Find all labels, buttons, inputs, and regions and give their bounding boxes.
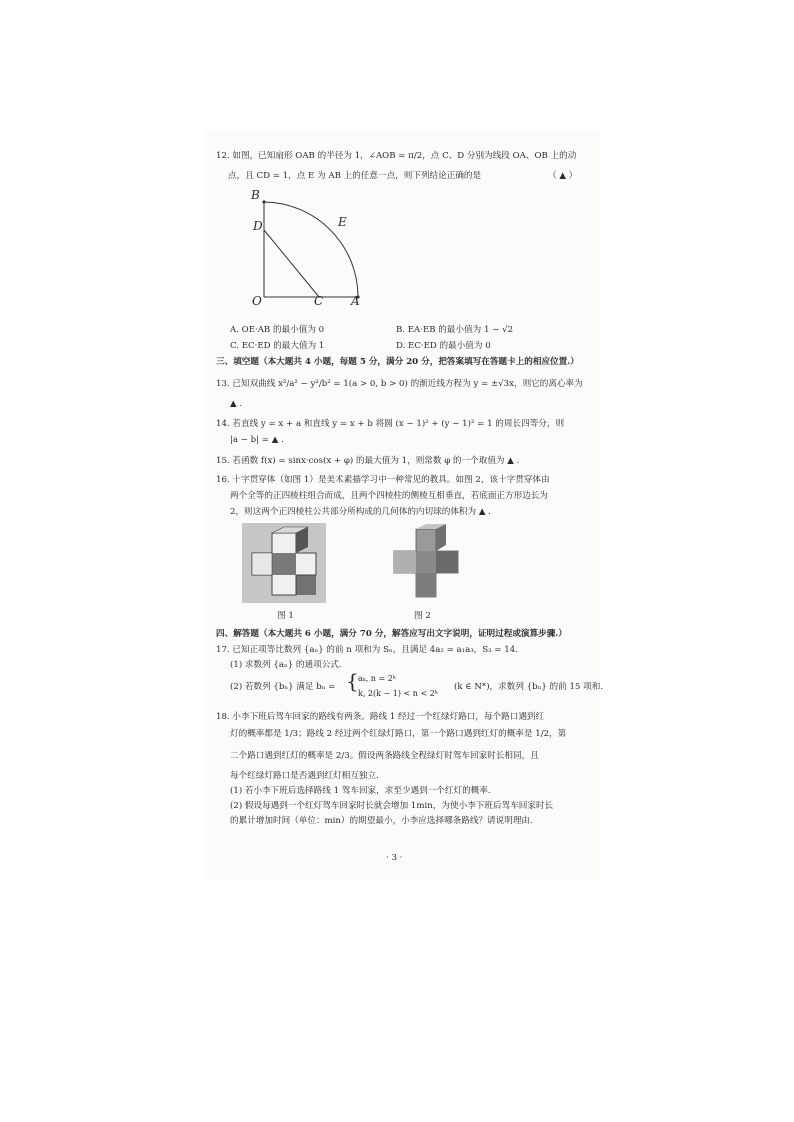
- q13-line-2: ▲ .: [230, 399, 243, 409]
- q16-line-3: 2，则这两个正四棱柱公共部分所构成的几何体的内切球的体积为 ▲ .: [230, 507, 491, 517]
- q17-case-2: k, 2(k − 1) < n < 2ᵏ: [358, 689, 438, 698]
- q12-answer-mark: （ ▲ ）: [548, 171, 578, 181]
- q15-line-1: 15. 若函数 f(x) = sinx·cos(x + φ) 的最大值为 1，则常数 φ 的一个取值为 ▲ .: [216, 456, 520, 466]
- section-4-header: 四、解答题（本大题共 6 小题，满分 70 分，解答应写出文字说明，证明过程或演算步骤.）: [216, 629, 567, 639]
- q12-option-a: A. OE·AB 的最小值为 0: [230, 325, 325, 335]
- q18-line-2: 灯的概率都是 1/3；路线 2 经过两个红绿灯路口，第一个路口遇到红灯的概率是 1/2，第: [230, 729, 567, 739]
- q12-line-2: 点，且 CD = 1，点 E 为 AB 上的任意一点，则下列结论正确的是: [228, 171, 482, 181]
- q14-line-1: 14. 若直线 y = x + a 和直线 y = x + b 将圆 (x − 1)² + (y − 1)² = 1 的周长四等分，则: [216, 419, 565, 429]
- q18-part-2b: 的累计增加时间（单位：min）的期望最小，小李应选择哪条路线？请说明理由.: [230, 816, 533, 826]
- figure-1-caption: 图 1: [277, 611, 294, 621]
- q17-part-1: (1) 求数列 {aₙ} 的通项公式.: [230, 660, 342, 670]
- q18-line-3: 二个路口遇到红灯的概率是 2/3。假设两条路线全程绿灯时驾车回家时长相同，且: [230, 751, 539, 761]
- q12-option-b: B. EA·EB 的最小值为 1 − √2: [396, 325, 514, 335]
- q17-part-2-post: (k ∈ N*)，求数列 {bₙ} 的前 15 项和.: [454, 682, 604, 692]
- q16-line-1: 16. 十字贯穿体（如图 1）是美术素描学习中一种常见的教具。如图 2，该十字贯穿体由: [216, 475, 550, 485]
- label-O: O: [252, 294, 262, 308]
- label-C: C: [314, 294, 324, 308]
- q17-line-1: 17. 已知正项等比数列 {aₙ} 的前 n 项和为 Sₙ，且满足 4a₂ = a₁a₃，S₃ = 14.: [216, 645, 518, 655]
- q18-line-4: 每个红绿灯路口是否遇到红灯相互独立.: [230, 771, 379, 781]
- q12-line-1: 12. 如图，已知扇形 OAB 的半径为 1，∠AOB = π/2，点 C、D 分别为线段 OA、OB 上的动: [216, 151, 577, 161]
- section-3-header: 三、填空题（本大题共 4 小题，每题 5 分，满分 20 分，把答案填写在答题卡上的相应位置.）: [216, 357, 579, 367]
- figure-1-cross-photo: [242, 523, 326, 603]
- q12-option-d: D. EC·ED 的最小值为 0: [396, 341, 491, 351]
- q14-line-2: |a − b| = ▲ .: [230, 435, 284, 445]
- figure-2-cross-render: [384, 523, 468, 603]
- figure-2-caption: 图 2: [414, 611, 431, 621]
- label-E: E: [338, 215, 347, 229]
- q18-part-1: (1) 若小李下班后选择路线 1 驾车回家，求至少遇到一个红灯的概率.: [230, 786, 491, 796]
- q17-brace: {: [346, 669, 359, 693]
- page-number: · 3 ·: [386, 853, 403, 863]
- q18-line-1: 18. 小李下班后驾车回家的路线有两条。路线 1 经过一个红绿灯路口，每个路口遇到红: [216, 712, 545, 722]
- q16-line-2: 两个全等的正四棱柱组合而成，且两个四棱柱的侧棱互相垂直，若底面正方形边长为: [230, 491, 548, 501]
- q13-line-1: 13. 已知双曲线 x²/a² − y²/b² = 1(a > 0, b > 0) 的渐近线方程为 y = ±√3x，则它的离心率为: [216, 379, 583, 389]
- q18-part-2a: (2) 假设每遇到一个红灯驾车回家时长就会增加 1min，为使小李下班后驾车回家时长: [230, 801, 554, 811]
- label-D: D: [253, 219, 263, 233]
- q17-case-1: aₖ, n = 2ᵏ: [358, 674, 396, 683]
- q17-part-2-pre: (2) 若数列 {bₙ} 满足 bₙ =: [230, 682, 336, 692]
- q12-option-c: C. EC·ED 的最大值为 1: [230, 341, 325, 351]
- label-A: A: [351, 294, 360, 308]
- label-B: B: [251, 188, 260, 202]
